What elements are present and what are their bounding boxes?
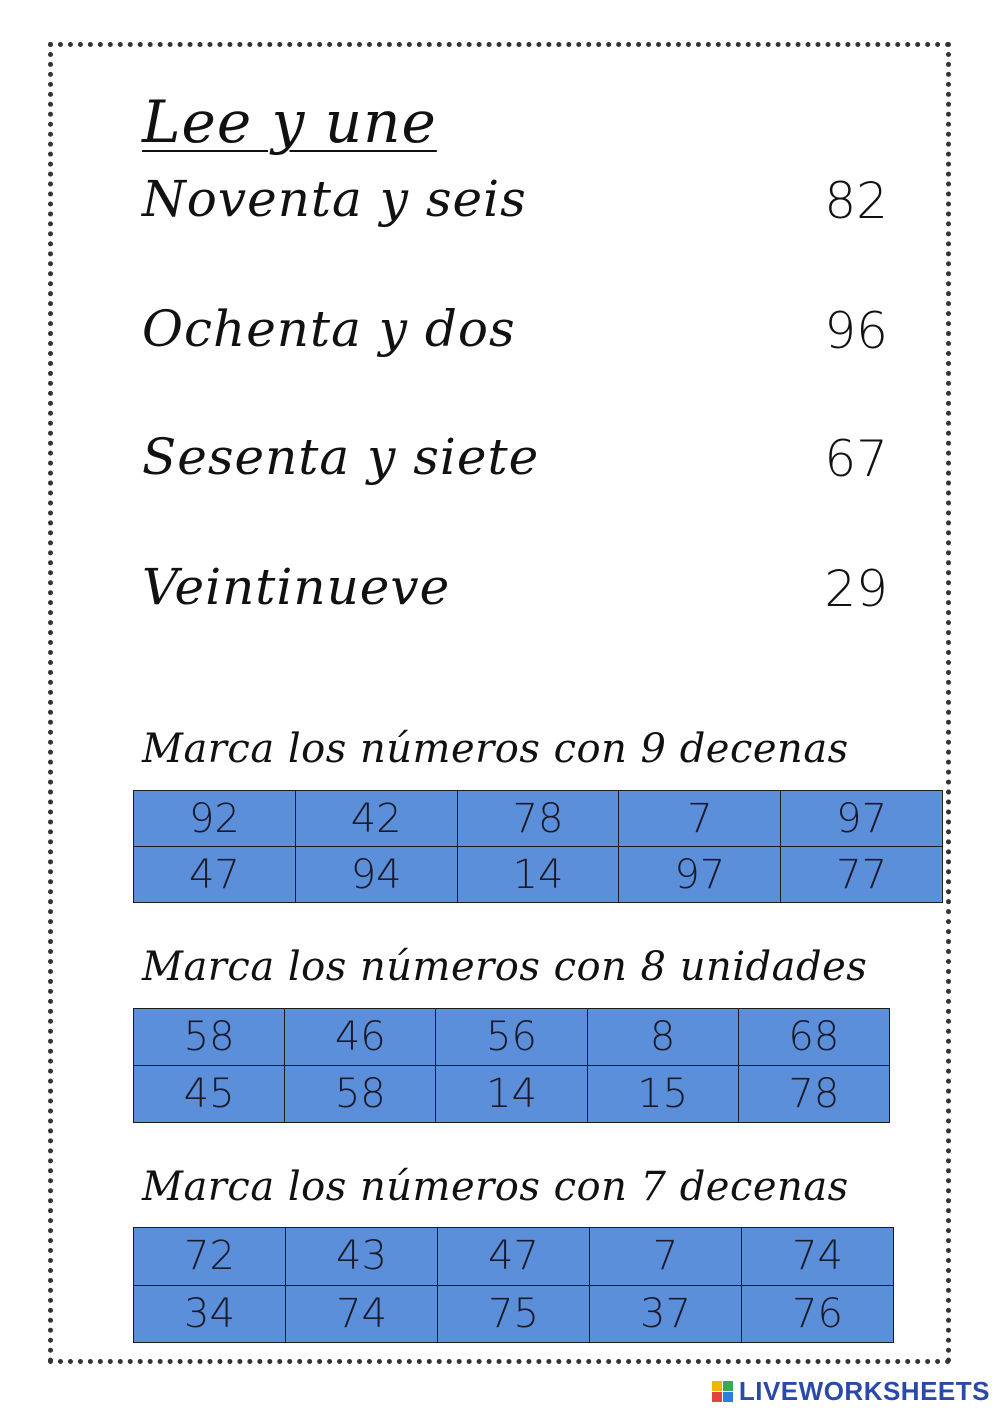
grid-cell[interactable]: 92 <box>134 791 296 847</box>
grid-cell[interactable]: 58 <box>134 1009 285 1066</box>
grid-cell[interactable]: 74 <box>286 1285 438 1343</box>
grid-cell[interactable]: 46 <box>285 1009 436 1066</box>
grid-cell[interactable]: 14 <box>436 1066 587 1123</box>
exercise-2-instruction: Marca los números con 8 unidades <box>142 944 868 990</box>
grid-cell[interactable]: 45 <box>134 1066 285 1123</box>
grid-cell[interactable]: 75 <box>438 1285 590 1343</box>
grid-cell[interactable]: 78 <box>738 1066 889 1123</box>
liveworksheets-logo <box>712 1376 990 1407</box>
grid-cell[interactable]: 94 <box>295 847 457 903</box>
grid-cell[interactable]: 58 <box>285 1066 436 1123</box>
brand-name: LIVEWORKSHEETS <box>738 1376 990 1406</box>
match-number-2[interactable]: 96 <box>824 302 888 360</box>
grid-cell[interactable]: 77 <box>781 847 943 903</box>
grid-cell[interactable]: 7 <box>619 791 781 847</box>
grid-cell[interactable]: 14 <box>457 847 619 903</box>
grid-cell[interactable]: 97 <box>781 791 943 847</box>
grid-cell[interactable]: 97 <box>619 847 781 903</box>
grid-cell[interactable]: 76 <box>742 1285 894 1343</box>
grid-cell[interactable]: 78 <box>457 791 619 847</box>
match-word-4[interactable]: Veintinueve <box>142 558 451 616</box>
exercise-3-grid <box>133 1227 894 1343</box>
match-word-3[interactable]: Sesenta y siete <box>142 428 540 486</box>
match-number-4[interactable]: 29 <box>824 560 888 618</box>
grid-cell[interactable]: 68 <box>738 1009 889 1066</box>
grid-cell[interactable]: 8 <box>587 1009 738 1066</box>
grid-cell[interactable]: 72 <box>134 1228 286 1286</box>
match-number-3[interactable]: 67 <box>824 430 888 488</box>
page-title: Lee y une <box>142 88 437 156</box>
exercise-1-grid <box>133 790 943 903</box>
exercise-2-grid <box>133 1008 890 1123</box>
grid-cell[interactable]: 47 <box>134 847 296 903</box>
grid-cell[interactable]: 37 <box>590 1285 742 1343</box>
match-word-1[interactable]: Noventa y seis <box>142 170 527 228</box>
grid-cell[interactable]: 43 <box>286 1228 438 1286</box>
match-number-1[interactable]: 82 <box>824 172 888 230</box>
exercise-3-instruction: Marca los números con 7 decenas <box>142 1164 849 1210</box>
exercise-1-instruction: Marca los números con 9 decenas <box>142 726 849 772</box>
grid-cell[interactable]: 56 <box>436 1009 587 1066</box>
liveworksheets-icon <box>712 1381 733 1402</box>
grid-cell[interactable]: 74 <box>742 1228 894 1286</box>
grid-cell[interactable]: 42 <box>295 791 457 847</box>
grid-cell[interactable]: 34 <box>134 1285 286 1343</box>
grid-cell[interactable]: 47 <box>438 1228 590 1286</box>
grid-cell[interactable]: 7 <box>590 1228 742 1286</box>
match-word-2[interactable]: Ochenta y dos <box>142 300 516 358</box>
grid-cell[interactable]: 15 <box>587 1066 738 1123</box>
